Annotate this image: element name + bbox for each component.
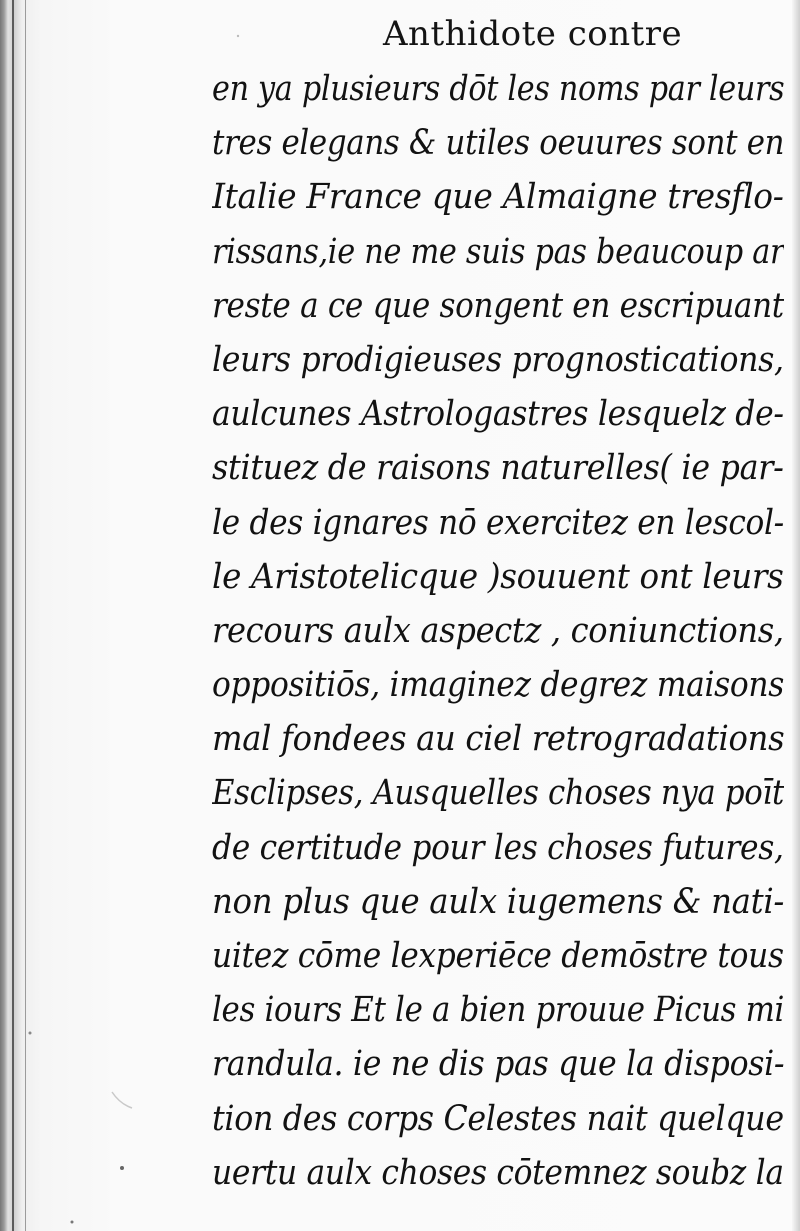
text-line: en ya plusieurs dōt les noms par leurs [212,69,785,109]
text-line: tres elegans & utiles oeuures sont en [212,123,785,164]
text-line: randula. ie ne dis pas que la disposi- [212,1044,784,1085]
body-text [212,62,784,1200]
text-line: leurs prodigieuses prognostications, [212,339,784,380]
text-line: mal fondees au ciel retrogradations [212,719,784,760]
gutter-fold-line [25,0,26,1231]
page-edge-shadow [792,0,800,1231]
text-line: recours aulx aspectz , coniunctions, [212,610,784,651]
text-line: oppositiōs, imaginez degrez maisons [212,665,784,706]
text-line: tion des corps Celestes nait quelque [212,1098,784,1139]
text-line: le des ignares nō exercitez en lescol- [212,502,784,543]
text-line: stituez de raisons naturelles( ie par- [212,448,784,489]
text-line: uertu aulx choses cōtemnez soubz la [212,1152,784,1193]
text-line: uitez cōme lexperiēce demōstre tous [212,936,784,976]
text-line: reste a ce que songent en escripuant [212,285,784,326]
gutter-edge-line [12,0,14,1231]
text-line: Italie France que Almaigne tresflo- [212,177,784,218]
text-line: le Aristotelicque )souuent ont leurs [212,556,784,597]
text-line: de certitude pour les choses futures, [212,827,784,868]
text-line: les iours Et le a bien prouue Picus mi [212,990,785,1031]
text-line: Esclipses, Ausquelles choses nya poīt [212,773,785,814]
text-line: aulcunes Astrologastres lesquelz de- [212,394,784,435]
running-head: Anthidote contre [383,14,683,54]
book-gutter [0,0,40,1231]
text-line: non plus que aulx iugemens & nati- [212,881,784,922]
text-line: rissans,ie ne me suis pas beaucoup ar [212,231,784,272]
